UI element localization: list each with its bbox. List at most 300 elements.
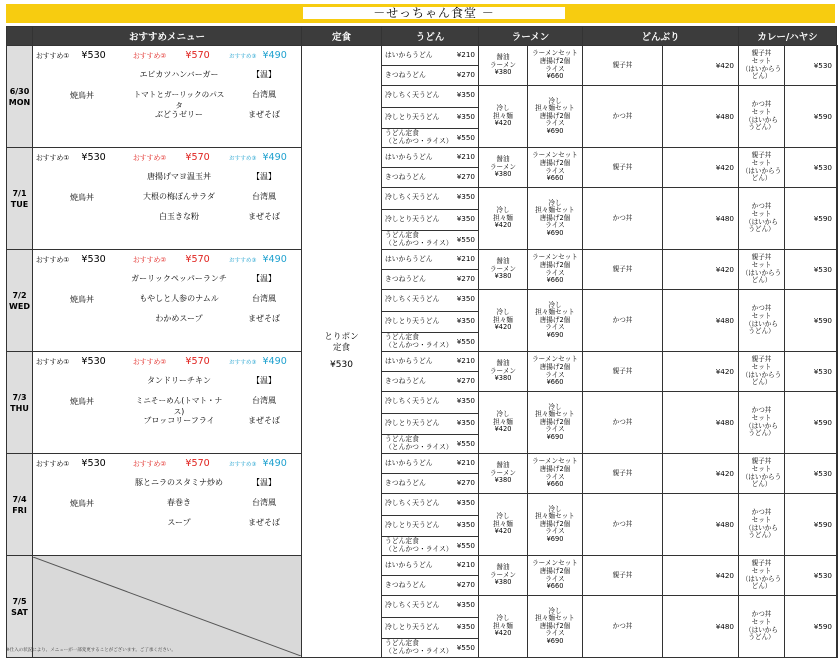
udon-item xyxy=(382,250,479,270)
donburi-price-text: ¥530 xyxy=(813,61,832,70)
ramen-item xyxy=(479,46,528,86)
donburi-name: 親子丼 xyxy=(612,162,633,171)
donburi-price-text: ¥590 xyxy=(813,214,832,223)
donburi-name: かつ丼 セット （はいから うどん） xyxy=(745,610,778,642)
ramen-item xyxy=(479,494,528,556)
ramen-item xyxy=(479,352,528,392)
udon-price: ¥210 xyxy=(456,152,475,161)
rec3-price: ¥490 xyxy=(262,356,287,367)
donburi-name: かつ丼 セット （はいから うどん） xyxy=(745,508,778,540)
rec3-item: 【温】 xyxy=(252,70,276,79)
ramen-name: 冷し 担々麺 xyxy=(493,614,513,630)
day-of-week: FRI xyxy=(12,505,27,515)
donburi-price-text: ¥590 xyxy=(813,622,832,631)
ramen-name: ラーメンセット 唐揚げ2個 ライス xyxy=(532,355,578,379)
rec3-item: 台湾風 xyxy=(252,396,276,405)
udon-name: うどん定食 （とんかつ・ライス） xyxy=(385,435,453,451)
menu-row xyxy=(7,454,838,474)
donburi-name: かつ丼 xyxy=(612,111,633,120)
rec1-label xyxy=(36,152,106,163)
day-of-week: WED xyxy=(9,301,30,311)
ramen-price: ¥660 xyxy=(546,276,564,285)
donburi-price-text: ¥480 xyxy=(715,418,734,427)
day-of-week: SAT xyxy=(11,607,28,617)
rec3-label xyxy=(229,152,287,163)
ramen-price: ¥420 xyxy=(494,425,512,434)
ramen-price: ¥690 xyxy=(546,330,564,339)
rec2-label-text: おすすめ② xyxy=(133,256,167,264)
udon-name: はいからうどん xyxy=(385,561,433,569)
ramen-name: 冷し 担々麺 xyxy=(493,206,513,222)
donburi-item xyxy=(583,494,663,556)
donburi-item xyxy=(739,352,785,392)
udon-name: うどん定食 （とんかつ・ライス） xyxy=(385,333,453,349)
udon-name: 冷しちく天うどん xyxy=(385,601,440,609)
recommend-cell xyxy=(33,454,302,556)
donburi-price-text: ¥420 xyxy=(715,469,734,478)
rec2-item: 白玉きな粉 xyxy=(159,212,199,221)
donburi-name: 親子丼 セット （はいからうどん） xyxy=(741,151,782,183)
ramen-item xyxy=(479,250,528,290)
udon-item xyxy=(382,270,479,290)
udon-item xyxy=(382,66,479,86)
rec1-label-text: おすすめ① xyxy=(36,460,70,468)
donburi-item xyxy=(583,188,663,250)
ramen-price: ¥380 xyxy=(494,68,512,77)
ramen-name: ラーメンセット 唐揚げ2個 ライス xyxy=(532,559,578,583)
curry-item xyxy=(837,86,838,108)
udon-item xyxy=(382,333,479,352)
udon-item xyxy=(382,494,479,516)
curry-item xyxy=(837,537,838,556)
day-date: 7/5 xyxy=(12,596,27,606)
header-donburi: どんぶり xyxy=(583,27,739,46)
rec3-price: ¥490 xyxy=(262,458,287,469)
rec2-item: タンドリーチキン xyxy=(147,376,211,385)
udon-price: ¥270 xyxy=(456,478,475,487)
udon-item xyxy=(382,168,479,188)
rec1-item: 焼鳥丼 xyxy=(70,91,94,100)
ramen-item xyxy=(528,494,583,556)
donburi-price-text: ¥420 xyxy=(715,367,734,376)
udon-price: ¥350 xyxy=(456,520,475,529)
donburi-item xyxy=(583,556,663,596)
udon-price: ¥550 xyxy=(456,133,475,142)
udon-price: ¥270 xyxy=(456,580,475,589)
curry-item xyxy=(837,108,838,129)
menu-row xyxy=(7,46,838,66)
rec3-item: 台湾風 xyxy=(252,498,276,507)
rec2-item: もやしと人参のナムル xyxy=(139,294,219,303)
day-cell xyxy=(7,352,33,454)
udon-item xyxy=(382,210,479,231)
donburi-name: 親子丼 セット （はいからうどん） xyxy=(741,559,782,591)
recommend-cell xyxy=(33,148,302,250)
udon-name: 冷しちく天うどん xyxy=(385,193,440,201)
curry-item xyxy=(837,618,838,639)
ramen-price: ¥660 xyxy=(546,174,564,183)
ramen-name: 冷し 担々麺 xyxy=(493,308,513,324)
curry-item xyxy=(837,352,838,392)
curry-item xyxy=(837,516,838,537)
ramen-item xyxy=(479,392,528,454)
ramen-name: ラーメンセット 唐揚げ2個 ライス xyxy=(532,253,578,277)
donburi-name: かつ丼 セット （はいから うどん） xyxy=(745,304,778,336)
recommend-cell xyxy=(33,250,302,352)
ramen-item xyxy=(479,86,528,148)
header-ramen: ラーメン xyxy=(479,27,583,46)
donburi-price xyxy=(785,392,837,454)
ramen-item xyxy=(528,188,583,250)
udon-name: 冷しちく天うどん xyxy=(385,499,440,507)
ramen-name: 冷し 担々麺セット 唐揚げ2個 ライス xyxy=(535,300,575,332)
rec3-item: 【温】 xyxy=(252,478,276,487)
donburi-name: 親子丼 セット （はいからうどん） xyxy=(741,253,782,285)
udon-name: 冷しとり天うどん xyxy=(385,317,440,325)
rec3-item: 【温】 xyxy=(252,172,276,181)
udon-name: はいからうどん xyxy=(385,357,433,365)
ramen-item xyxy=(528,250,583,290)
rec3-item: 台湾風 xyxy=(252,90,276,99)
udon-name: はいからうどん xyxy=(385,255,433,263)
udon-price: ¥270 xyxy=(456,70,475,79)
rec2-price: ¥570 xyxy=(185,458,210,469)
udon-name: きつねうどん xyxy=(385,581,426,589)
ramen-name: ラーメンセット 唐揚げ2個 ライス xyxy=(532,457,578,481)
ramen-name: ラーメンセット 唐揚げ2個 ライス xyxy=(532,151,578,175)
udon-price: ¥550 xyxy=(456,643,475,652)
rec2-item: わかめスープ xyxy=(155,314,203,323)
rec3-item: まぜそば xyxy=(248,212,280,221)
udon-price: ¥350 xyxy=(456,294,475,303)
donburi-price-text: ¥590 xyxy=(813,112,832,121)
ramen-item xyxy=(528,454,583,494)
header-curry: カレー/ハヤシ xyxy=(739,27,837,46)
udon-name: はいからうどん xyxy=(385,153,433,161)
donburi-price-text: ¥590 xyxy=(813,418,832,427)
rec2-price: ¥570 xyxy=(185,356,210,367)
rec2-label xyxy=(133,50,210,61)
day-date: 7/2 xyxy=(12,290,27,300)
donburi-price xyxy=(785,86,837,148)
udon-item xyxy=(382,556,479,576)
udon-name: うどん定食 （とんかつ・ライス） xyxy=(385,537,453,553)
udon-item xyxy=(382,312,479,333)
day-date: 7/4 xyxy=(12,494,27,504)
ramen-price: ¥380 xyxy=(494,578,512,587)
rec2-item: ぶどうゼリー xyxy=(155,110,203,119)
rec3-label-text: おすすめ③ xyxy=(229,360,257,366)
udon-price: ¥270 xyxy=(456,274,475,283)
rec3-label-text: おすすめ③ xyxy=(229,258,257,264)
rec3-price: ¥490 xyxy=(262,152,287,163)
donburi-name: 親子丼 xyxy=(612,468,633,477)
rec3-item: 台湾風 xyxy=(252,192,276,201)
rec3-label xyxy=(229,356,287,367)
donburi-price-text: ¥530 xyxy=(813,571,832,580)
ramen-price: ¥660 xyxy=(546,72,564,81)
ramen-price: ¥690 xyxy=(546,432,564,441)
donburi-price xyxy=(785,46,837,86)
ramen-price: ¥690 xyxy=(546,534,564,543)
curry-item xyxy=(837,414,838,435)
header-udon: うどん xyxy=(382,27,479,46)
udon-price: ¥350 xyxy=(456,316,475,325)
udon-item xyxy=(382,231,479,250)
udon-name: きつねうどん xyxy=(385,275,426,283)
header-row xyxy=(7,27,838,46)
rec2-item: 春巻き xyxy=(167,498,191,507)
day-date: 7/1 xyxy=(12,188,27,198)
ramen-name: 冷し 担々麺 xyxy=(493,410,513,426)
udon-name: きつねうどん xyxy=(385,377,426,385)
udon-price: ¥270 xyxy=(456,376,475,385)
curry-item xyxy=(837,148,838,188)
donburi-price-text: ¥530 xyxy=(813,265,832,274)
udon-item xyxy=(382,639,479,658)
udon-item xyxy=(382,454,479,474)
curry-item xyxy=(837,231,838,250)
udon-name: 冷しとり天うどん xyxy=(385,215,440,223)
udon-price: ¥550 xyxy=(456,439,475,448)
donburi-item xyxy=(583,596,663,658)
udon-price: ¥270 xyxy=(456,172,475,181)
rec1-price: ¥530 xyxy=(81,50,106,61)
ramen-item xyxy=(528,290,583,352)
udon-item xyxy=(382,290,479,312)
curry-item xyxy=(837,46,838,86)
ramen-price: ¥420 xyxy=(494,323,512,332)
donburi-price-text: ¥420 xyxy=(715,61,734,70)
ramen-price: ¥690 xyxy=(546,126,564,135)
udon-name: きつねうどん xyxy=(385,71,426,79)
donburi-price xyxy=(663,46,739,86)
donburi-price xyxy=(785,556,837,596)
rec2-price: ¥570 xyxy=(185,50,210,61)
udon-item xyxy=(382,537,479,556)
udon-name: 冷しちく天うどん xyxy=(385,295,440,303)
day-date: 7/3 xyxy=(12,392,27,402)
donburi-price-text: ¥420 xyxy=(715,163,734,172)
ramen-price: ¥420 xyxy=(494,119,512,128)
rec2-item: スープ xyxy=(167,518,191,527)
ramen-item xyxy=(528,556,583,596)
ramen-name: 冷し 担々麺セット 唐揚げ2個 ライス xyxy=(535,402,575,434)
udon-item xyxy=(382,46,479,66)
day-of-week: MON xyxy=(8,97,31,107)
donburi-price-text: ¥590 xyxy=(813,520,832,529)
rec1-label xyxy=(36,50,106,61)
donburi-price xyxy=(663,290,739,352)
donburi-name: 親子丼 xyxy=(612,264,633,273)
udon-price: ¥350 xyxy=(456,396,475,405)
donburi-name: かつ丼 セット （はいから うどん） xyxy=(745,202,778,234)
donburi-name: かつ丼 xyxy=(612,417,633,426)
rec2-label-text: おすすめ② xyxy=(133,358,167,366)
header-teishoku: 定食 xyxy=(302,27,382,46)
ramen-name: 醤油 ラーメン xyxy=(489,461,517,477)
ramen-name: 醤油 ラーメン xyxy=(489,257,517,273)
day-cell xyxy=(7,556,33,658)
udon-price: ¥210 xyxy=(456,356,475,365)
menu-row xyxy=(7,352,838,372)
udon-name: うどん定食 （とんかつ・ライス） xyxy=(385,129,453,145)
rec1-label xyxy=(36,356,106,367)
weekly-menu-table xyxy=(6,26,838,658)
rec1-price: ¥530 xyxy=(81,152,106,163)
udon-item xyxy=(382,414,479,435)
rec3-label-text: おすすめ③ xyxy=(229,54,257,60)
rec2-label xyxy=(133,152,210,163)
curry-item xyxy=(837,250,838,290)
menu-row xyxy=(7,250,838,270)
donburi-item xyxy=(583,290,663,352)
ramen-price: ¥420 xyxy=(494,527,512,536)
rec2-label xyxy=(133,254,210,265)
ramen-name: 冷し 担々麺セット 唐揚げ2個 ライス xyxy=(535,96,575,128)
donburi-item xyxy=(583,86,663,148)
curry-item xyxy=(837,494,838,516)
rec3-item: まぜそば xyxy=(248,416,280,425)
rec1-label-text: おすすめ① xyxy=(36,358,70,366)
donburi-price xyxy=(785,148,837,188)
recommend-cell xyxy=(33,352,302,454)
day-date: 6/30 xyxy=(9,86,30,96)
udon-item xyxy=(382,576,479,596)
rec3-item: 台湾風 xyxy=(252,294,276,303)
curry-item xyxy=(837,435,838,454)
udon-name: うどん定食 （とんかつ・ライス） xyxy=(385,639,453,655)
curry-item xyxy=(837,556,838,596)
donburi-price xyxy=(663,352,739,392)
donburi-item xyxy=(739,596,785,658)
udon-price: ¥350 xyxy=(456,192,475,201)
ramen-name: 醤油 ラーメン xyxy=(489,155,517,171)
udon-price: ¥350 xyxy=(456,214,475,223)
curry-item xyxy=(837,210,838,231)
udon-name: きつねうどん xyxy=(385,479,426,487)
day-of-week: THU xyxy=(10,403,29,413)
donburi-item xyxy=(739,86,785,148)
rec1-label xyxy=(36,458,106,469)
rec2-item: トマトとガーリックのパスタ xyxy=(133,90,225,110)
donburi-name: 親子丼 xyxy=(612,366,633,375)
ramen-price: ¥380 xyxy=(494,272,512,281)
ramen-item xyxy=(528,46,583,86)
ramen-price: ¥690 xyxy=(546,636,564,645)
donburi-price-text: ¥420 xyxy=(715,265,734,274)
donburi-price-text: ¥530 xyxy=(813,367,832,376)
donburi-price-text: ¥420 xyxy=(715,571,734,580)
ramen-name: 冷し 担々麺セット 唐揚げ2個 ライス xyxy=(535,606,575,638)
donburi-item xyxy=(583,148,663,188)
recommend-cell xyxy=(33,556,302,658)
donburi-item xyxy=(583,454,663,494)
donburi-item xyxy=(739,556,785,596)
rec2-item: エビカツハンバーガー xyxy=(139,70,219,79)
udon-price: ¥350 xyxy=(456,498,475,507)
rec2-label-text: おすすめ② xyxy=(133,460,167,468)
ramen-name: 冷し 担々麺セット 唐揚げ2個 ライス xyxy=(535,504,575,536)
day-cell xyxy=(7,46,33,148)
curry-item xyxy=(837,454,838,494)
curry-item xyxy=(837,312,838,333)
header-osusume: おすすめメニュー xyxy=(33,27,302,46)
udon-item xyxy=(382,372,479,392)
donburi-name: かつ丼 xyxy=(612,213,633,222)
curry-item xyxy=(837,639,838,658)
donburi-price-text: ¥480 xyxy=(715,214,734,223)
rec3-item: まぜそば xyxy=(248,314,280,323)
ramen-item xyxy=(479,290,528,352)
rec2-item: ブロッコリーフライ xyxy=(143,416,215,425)
donburi-item xyxy=(739,148,785,188)
curry-item xyxy=(837,188,838,210)
curry-item xyxy=(837,333,838,352)
udon-item xyxy=(382,435,479,454)
donburi-price-text: ¥480 xyxy=(715,316,734,325)
donburi-price xyxy=(663,556,739,596)
ramen-price: ¥660 xyxy=(546,480,564,489)
donburi-name: かつ丼 xyxy=(612,519,633,528)
rec3-label xyxy=(229,458,287,469)
rec3-price: ¥490 xyxy=(262,50,287,61)
ramen-name: 醤油 ラーメン xyxy=(489,563,517,579)
rec1-label-text: おすすめ① xyxy=(36,52,70,60)
donburi-price-text: ¥480 xyxy=(715,622,734,631)
ramen-item xyxy=(479,454,528,494)
rec1-item: 焼鳥丼 xyxy=(70,295,94,304)
rec2-item: ガーリックペッパーランチ xyxy=(131,274,227,283)
donburi-price xyxy=(663,596,739,658)
udon-name: 冷しちく天うどん xyxy=(385,91,440,99)
rec2-price: ¥570 xyxy=(185,152,210,163)
teishoku-name: とりポン 定食 xyxy=(324,332,359,353)
rec2-item: 唐揚げマヨ温玉丼 xyxy=(147,172,211,181)
ramen-name: 醤油 ラーメン xyxy=(489,53,517,69)
donburi-price-text: ¥480 xyxy=(715,520,734,529)
donburi-item xyxy=(739,250,785,290)
donburi-price xyxy=(785,596,837,658)
donburi-price xyxy=(663,188,739,250)
curry-item xyxy=(837,129,838,148)
donburi-price xyxy=(785,494,837,556)
udon-name: 冷しとり天うどん xyxy=(385,113,440,121)
udon-name: きつねうどん xyxy=(385,173,426,181)
ramen-price: ¥660 xyxy=(546,582,564,591)
ramen-price: ¥380 xyxy=(494,476,512,485)
footnote: ※仕入の状況により、メニューが一部変更することがございます。ご了承ください。 xyxy=(6,648,176,653)
donburi-price xyxy=(785,352,837,392)
donburi-name: かつ丼 セット （はいから うどん） xyxy=(745,406,778,438)
ramen-item xyxy=(479,556,528,596)
rec1-price: ¥530 xyxy=(81,254,106,265)
ramen-price: ¥420 xyxy=(494,629,512,638)
donburi-name: 親子丼 xyxy=(612,60,633,69)
udon-price: ¥210 xyxy=(456,458,475,467)
donburi-item xyxy=(583,46,663,86)
ramen-price: ¥380 xyxy=(494,374,512,383)
teishoku-cell xyxy=(302,46,382,658)
udon-price: ¥350 xyxy=(456,112,475,121)
day-cell xyxy=(7,454,33,556)
donburi-item xyxy=(739,46,785,86)
donburi-item xyxy=(739,392,785,454)
udon-item xyxy=(382,618,479,639)
donburi-name: かつ丼 xyxy=(612,315,633,324)
page-title: －せっちゃん食堂 － xyxy=(303,7,565,19)
curry-item xyxy=(837,596,838,618)
